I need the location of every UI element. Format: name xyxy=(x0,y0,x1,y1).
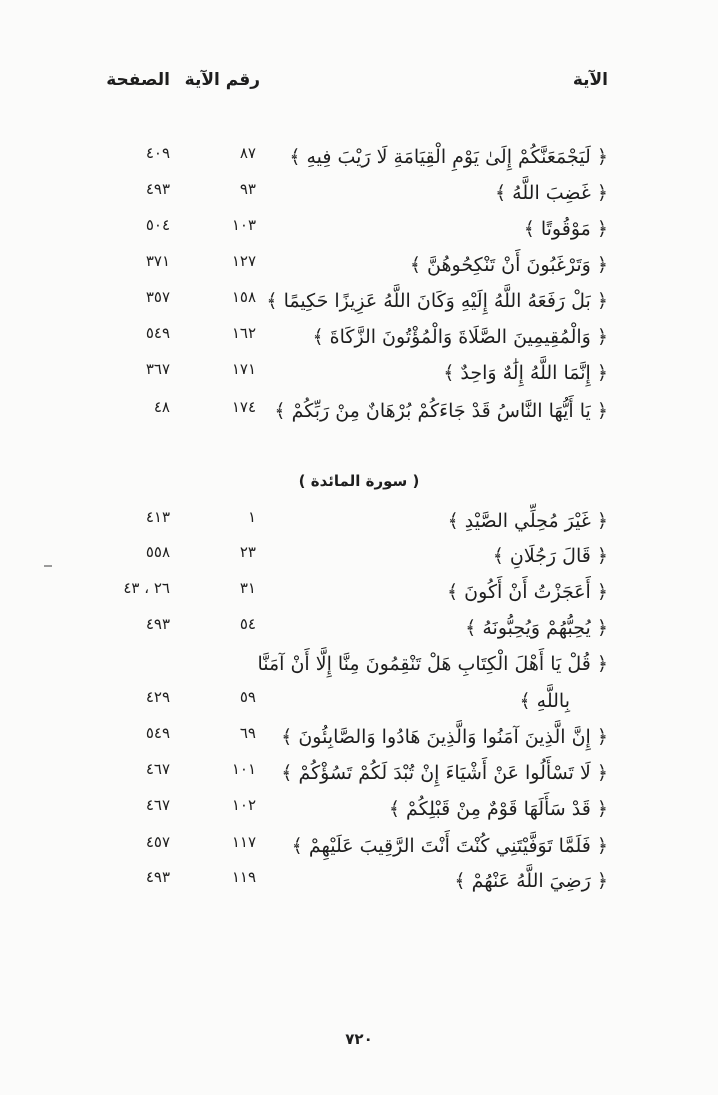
page-reference: ٣٧١ xyxy=(145,252,170,270)
verse-text: ﴿ غَيْرَ مُحِلِّي الصَّيْدِ ﴾ xyxy=(447,510,608,532)
verse-text: ﴿ لَيَجْمَعَنَّكُمْ إِلَىٰ يَوْمِ الْقِيَامَةِ لَا رَيْبَ فِيهِ ﴾ xyxy=(289,146,608,168)
verse-number: ٢٣ xyxy=(239,543,256,561)
verse-number: ١٧٤ xyxy=(231,398,256,416)
index-row xyxy=(0,396,718,432)
verse-text: ﴿ أَعَجَزْتُ أَنْ أَكُونَ ﴾ xyxy=(447,581,608,603)
index-row xyxy=(0,649,718,685)
verse-text: ﴿ قَدْ سَأَلَهَا قَوْمٌ مِنْ قَبْلِكُمْ ﴾ xyxy=(388,798,608,820)
verse-text: ﴿ فَلَمَّا تَوَفَّيْتَنِي كُنْتَ أَنْتَ الرَّقِيبَ عَلَيْهِمْ ﴾ xyxy=(291,835,608,857)
index-row xyxy=(0,686,718,722)
index-row xyxy=(0,613,718,649)
page-reference: ٤٢٩ xyxy=(145,688,170,706)
page-reference: ٤٥٧ xyxy=(145,833,170,851)
verse-text: ﴿ يُحِبُّهُمْ وَيُحِبُّونَهُ ﴾ xyxy=(465,617,608,639)
verse-text: ﴿ يَا أَيُّهَا النَّاسُ قَدْ جَاءَكُمْ بُرْهَانٌ مِنْ رَبِّكُمْ ﴾ xyxy=(274,400,608,422)
index-row xyxy=(0,322,718,358)
verse-number: ٣١ xyxy=(239,579,256,597)
verse-number-column-heading: رقم الآية xyxy=(184,70,260,90)
column-header xyxy=(0,70,718,98)
page-column-heading: الصفحة xyxy=(106,70,170,90)
verse-text: ﴿ لَا تَسْأَلُوا عَنْ أَشْيَاءَ إِنْ تُبْدَ لَكُمْ تَسُؤْكُمْ ﴾ xyxy=(281,762,608,784)
index-row xyxy=(0,506,718,542)
verse-text: ﴿ وَتَرْغَبُونَ أَنْ تَنْكِحُوهُنَّ ﴾ xyxy=(409,254,608,276)
page-reference: ٤٠٩ xyxy=(145,144,170,162)
page-reference: ٣٥٧ xyxy=(145,288,170,306)
page-reference: ٥٤٩ xyxy=(145,724,170,742)
verse-number: ١ xyxy=(247,508,256,526)
page-reference: ٥٠٤ xyxy=(145,216,170,234)
verse-number: ١٠١ xyxy=(231,760,256,778)
verse-text: ﴿ غَضِبَ اللَّهُ ﴾ xyxy=(495,182,608,204)
index-row xyxy=(0,286,718,322)
page-reference: ٤٩٣ xyxy=(145,180,170,198)
index-row xyxy=(0,577,718,613)
verse-number: ٥٤ xyxy=(239,615,256,633)
verse-text: ﴿ قُلْ يَا أَهْلَ الْكِتَابِ هَلْ تَنْقِمُونَ مِنَّا إِلَّا أَنْ آمَنَّا xyxy=(257,653,608,675)
verse-number: ٥٩ xyxy=(239,688,256,706)
verse-number: ١١٧ xyxy=(231,833,256,851)
index-row xyxy=(0,866,718,902)
verse-text: بِاللَّهِ ﴾ xyxy=(519,690,570,712)
verse-number: ١٠٢ xyxy=(231,796,256,814)
page-reference: ٥٤٩ xyxy=(145,324,170,342)
index-row xyxy=(0,142,718,178)
verse-number: ٨٧ xyxy=(239,144,256,162)
verse-text: ﴿ بَلْ رَفَعَهُ اللَّهُ إِلَيْهِ وَكَانَ اللَّهُ عَزِيزًا حَكِيمًا ﴾ xyxy=(266,290,608,312)
verse-number: ١٧١ xyxy=(231,360,256,378)
index-row xyxy=(0,178,718,214)
verse-number: ١٦٢ xyxy=(231,324,256,342)
verse-number: ١٢٧ xyxy=(231,252,256,270)
page-number: ٧٢٠ xyxy=(345,1030,373,1048)
index-row xyxy=(0,758,718,794)
page-reference: ٤١٣ xyxy=(145,508,170,526)
page-reference: ٣٦٧ xyxy=(145,360,170,378)
verse-number: ١٠٣ xyxy=(231,216,256,234)
index-row xyxy=(0,358,718,394)
surah-title: ( سورة المائدة ) xyxy=(298,472,420,490)
verse-text: ﴿ رَضِيَ اللَّهُ عَنْهُمْ ﴾ xyxy=(454,870,608,892)
page-reference: ٤٦٧ xyxy=(145,796,170,814)
verse-number: ١١٩ xyxy=(231,868,256,886)
index-row xyxy=(0,794,718,830)
page-reference: ٥٥٨ xyxy=(145,543,170,561)
index-row xyxy=(0,541,718,577)
verse-text: ﴿ مَوْقُوتًا ﴾ xyxy=(523,218,608,240)
index-row xyxy=(0,722,718,758)
verse-text: ﴿ إِنَّ الَّذِينَ آمَنُوا وَالَّذِينَ هَادُوا وَالصَّابِئُونَ ﴾ xyxy=(281,726,608,748)
verse-text: ﴿ إِنَّمَا اللَّهُ إِلَٰهٌ وَاحِدٌ ﴾ xyxy=(443,362,608,384)
index-row xyxy=(0,214,718,250)
verse-number: ٦٩ xyxy=(239,724,256,742)
index-row xyxy=(0,250,718,286)
verse-column-heading: الآية xyxy=(572,70,608,90)
page-reference: ٤٩٣ xyxy=(145,868,170,886)
verse-text: ﴿ وَالْمُقِيمِينَ الصَّلَاةَ وَالْمُؤْتُونَ الزَّكَاةَ ﴾ xyxy=(312,326,608,348)
page-reference: ٢٦ ، ٤٣ xyxy=(123,579,170,597)
verse-number: ١٥٨ xyxy=(231,288,256,306)
page-reference: ٤٩٣ xyxy=(145,615,170,633)
page-reference: ٤٦٧ xyxy=(145,760,170,778)
index-row xyxy=(0,831,718,867)
page-reference: ٤٨ xyxy=(153,398,170,416)
verse-text: ﴿ قَالَ رَجُلَانِ ﴾ xyxy=(492,545,608,567)
verse-number: ٩٣ xyxy=(239,180,256,198)
